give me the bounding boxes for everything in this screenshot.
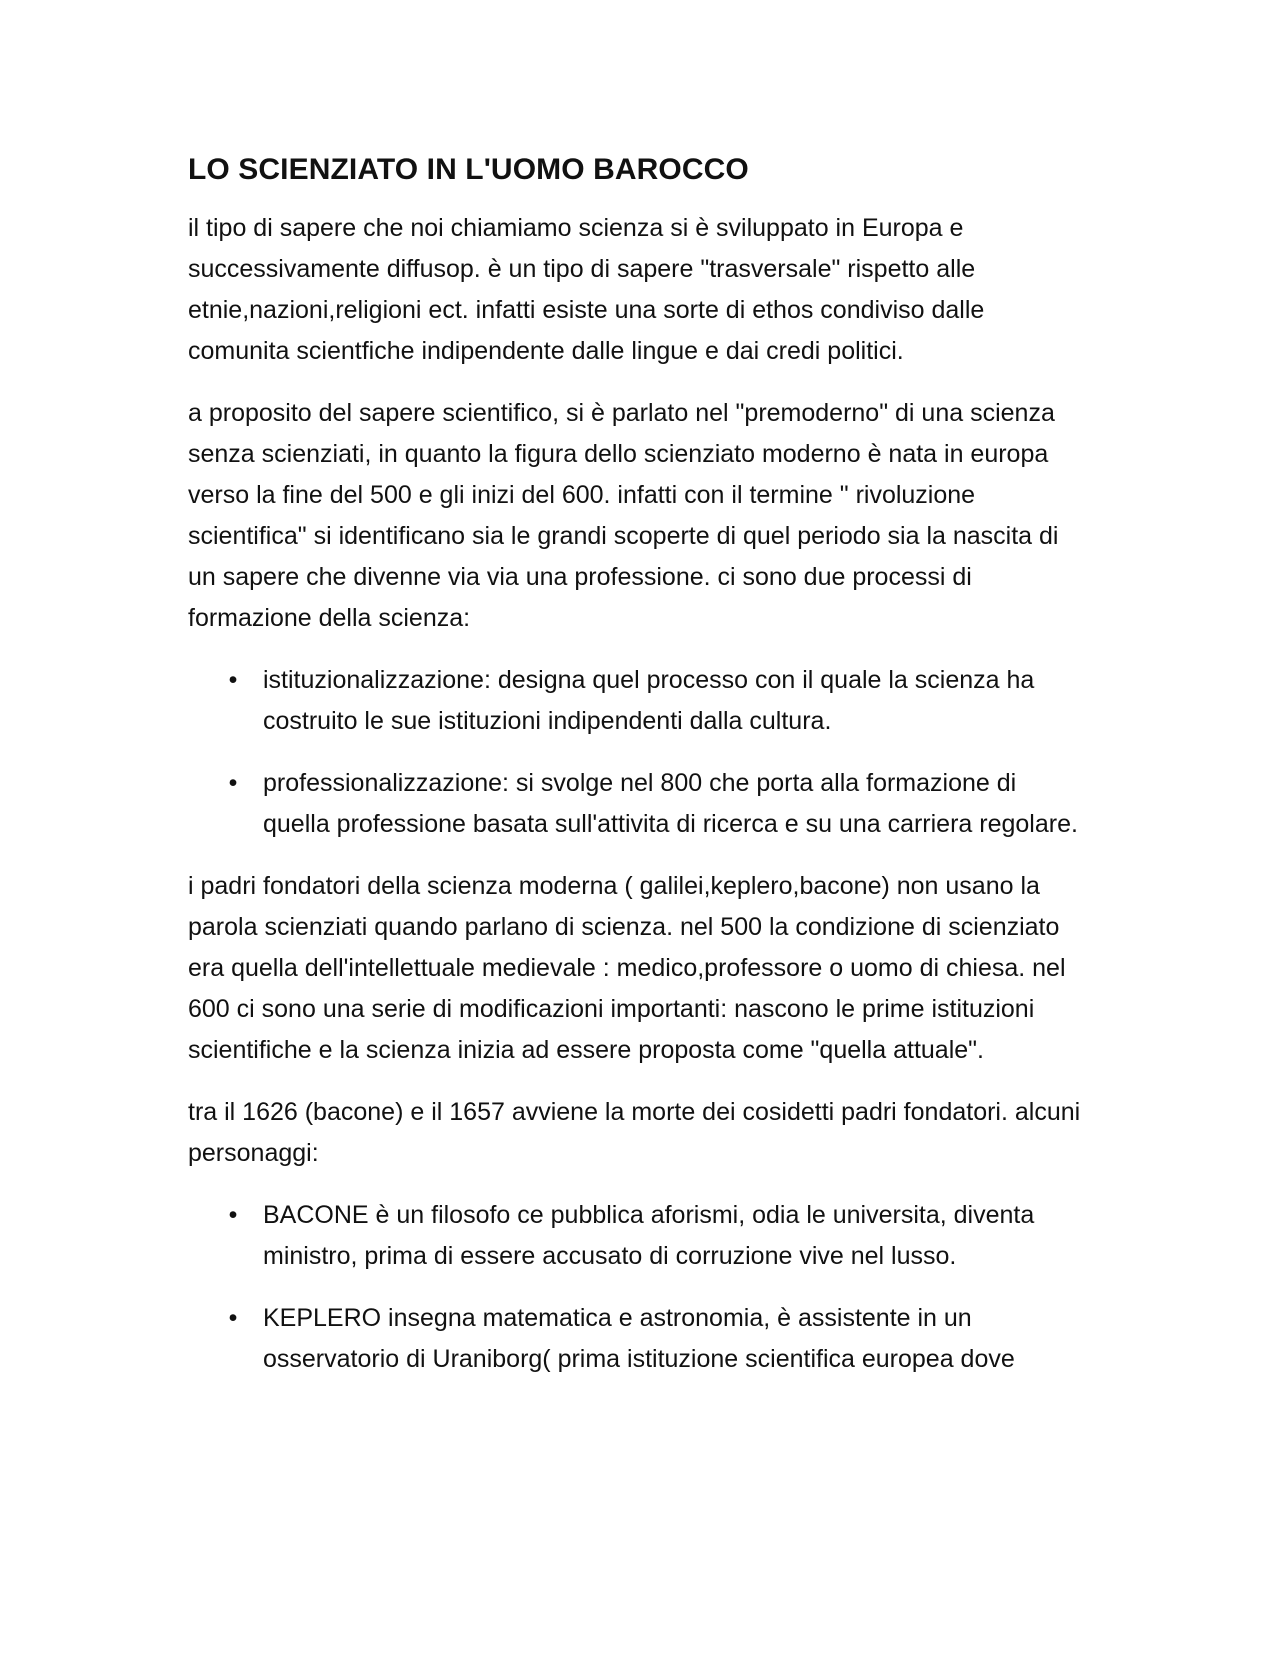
bullet-icon: • [228, 769, 238, 797]
list-item-text: BACONE è un filosofo ce pubblica aforismi, odia le universita, diventa ministro, prima di essere accusato di corruzione vive nel lusso. [263, 1201, 1035, 1270]
paragraph-personaggi-intro: tra il 1626 (bacone) e il 1657 avviene la morte dei cosidetti padri fondatori. alcuni personaggi: [188, 1098, 1081, 1167]
paragraph-padri-fondatori: i padri fondatori della scienza moderna ( galilei,keplero,bacone) non usano la parola scienziati quando parlano di scienza. nel 500 la condizione di scienziato era quella dell'intellettuale medievale : medico,professore o uomo di chiesa. nel 600 ci sono una serie di modificazioni importanti: nascono le prime istituzioni scientifiche e la scienza inizia ad essere proposta come "quella attuale". [188, 872, 1066, 1064]
list-item [188, 763, 1088, 845]
list-item [188, 1195, 1088, 1277]
processes-list [188, 660, 1088, 845]
bullet-icon: • [228, 1304, 238, 1332]
bullet-icon: • [228, 1201, 238, 1229]
document-title: LO SCIENZIATO IN L'UOMO BAROCCO [188, 153, 749, 186]
list-item [188, 660, 1088, 742]
personaggi-list [188, 1195, 1088, 1380]
paragraph-premoderno: a proposito del sapere scientifico, si è parlato nel "premoderno" di una scienza senza scienziati, in quanto la figura dello scienziato moderno è nata in europa verso la fine del 500 e gli inizi del 600. infatti con il termine " rivoluzione scientifica" si identificano sia le grandi scoperte di quel periodo sia la nascita di un sapere che divenne via via una professione. ci sono due processi di formazione della scienza: [188, 399, 1059, 632]
list-item-text: KEPLERO insegna matematica e astronomia, è assistente in un osservatorio di Uraniborg( prima istituzione scientifica europea dove [263, 1304, 1015, 1373]
paragraph-intro: il tipo di sapere che noi chiamiamo scienza si è sviluppato in Europa e successivamente diffusop. è un tipo di sapere "trasversale" rispetto alle etnie,nazioni,religioni ect. infatti esiste una sorte di ethos condiviso dalle comunita scientfiche indipendente dalle lingue e dai credi politici. [188, 214, 985, 365]
document-page [188, 150, 1088, 1401]
list-item-text: professionalizzazione: si svolge nel 800 che porta alla formazione di quella professione basata sull'attivita di ricerca e su una carriera regolare. [263, 769, 1078, 838]
list-item-text: istituzionalizzazione: designa quel processo con il quale la scienza ha costruito le sue istituzioni indipendenti dalla cultura. [263, 666, 1035, 735]
bullet-icon: • [228, 666, 238, 694]
list-item [188, 1298, 1088, 1380]
